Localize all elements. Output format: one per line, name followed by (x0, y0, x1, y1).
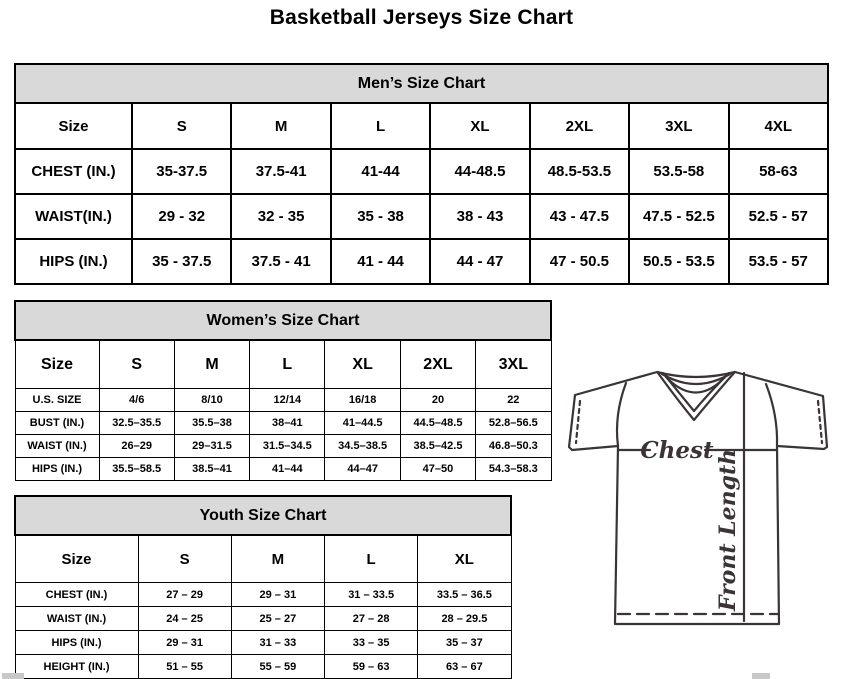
youth-size-value: 27 – 29 (138, 583, 231, 607)
men-size-value: 47.5 - 52.5 (629, 194, 728, 239)
youth-table-title: Youth Size Chart (15, 496, 511, 535)
men-column-header: L (331, 103, 430, 149)
youth-row-label: CHEST (IN.) (15, 583, 138, 607)
page-title: Basketball Jerseys Size Chart (269, 6, 574, 29)
women-column-header: Size (15, 340, 99, 389)
front-length-label: Front Length (715, 448, 741, 612)
men-column-header: 3XL (629, 103, 728, 149)
women-size-value: 52.8–56.5 (476, 412, 551, 435)
men-header-row (15, 103, 828, 149)
men-size-value: 47 - 50.5 (530, 239, 629, 284)
men-table-row (15, 239, 828, 284)
youth-size-value: 24 – 25 (138, 607, 231, 631)
women-column-header: 3XL (476, 340, 551, 389)
youth-size-value: 25 – 27 (231, 607, 324, 631)
youth-size-value: 27 – 28 (325, 607, 418, 631)
youth-column-header: XL (418, 535, 511, 583)
women-size-value: 41–44 (250, 458, 325, 481)
youth-table-row (15, 655, 511, 679)
jersey-measurement-diagram (555, 356, 843, 632)
youth-size-value: 51 – 55 (138, 655, 231, 679)
women-row-label: HIPS (IN.) (15, 458, 99, 481)
youth-column-header: Size (15, 535, 138, 583)
men-size-value: 37.5-41 (231, 149, 330, 194)
women-size-value: 31.5–34.5 (250, 435, 325, 458)
youth-size-value: 33 – 35 (325, 631, 418, 655)
youth-size-value: 63 – 67 (418, 655, 511, 679)
youth-header-row (15, 535, 511, 583)
women-size-value: 8/10 (174, 389, 249, 412)
jersey-outline (569, 372, 827, 624)
youth-size-value: 29 – 31 (138, 631, 231, 655)
youth-size-value: 28 – 29.5 (418, 607, 511, 631)
women-table-title: Women’s Size Chart (15, 301, 551, 340)
men-size-value: 52.5 - 57 (729, 194, 828, 239)
youth-size-value: 31 – 33 (231, 631, 324, 655)
women-size-value: 22 (476, 389, 551, 412)
women-column-header: 2XL (400, 340, 475, 389)
women-table-row (15, 435, 551, 458)
youth-column-header: M (231, 535, 324, 583)
men-column-header: Size (15, 103, 132, 149)
men-size-value: 35-37.5 (132, 149, 231, 194)
women-size-value: 35.5–38 (174, 412, 249, 435)
chest-label: Chest (640, 437, 714, 464)
women-table-row (15, 389, 551, 412)
men-column-header: M (231, 103, 330, 149)
women-size-value: 38.5–42.5 (400, 435, 475, 458)
women-row-label: BUST (IN.) (15, 412, 99, 435)
men-size-value: 53.5-58 (629, 149, 728, 194)
women-table-row (15, 458, 551, 481)
women-size-value: 26–29 (99, 435, 174, 458)
youth-table-row (15, 607, 511, 631)
scrollbar-fragment-right (752, 673, 770, 679)
men-size-value: 41 - 44 (331, 239, 430, 284)
women-size-value: 12/14 (250, 389, 325, 412)
women-size-value: 38.5–41 (174, 458, 249, 481)
left-sleeve-stitch-line (576, 401, 580, 443)
men-size-value: 35 - 38 (331, 194, 430, 239)
men-column-header: S (132, 103, 231, 149)
youth-column-header: L (325, 535, 418, 583)
mens-size-table (14, 63, 829, 285)
left-armhole-seam (617, 383, 626, 446)
men-size-value: 38 - 43 (430, 194, 529, 239)
women-row-label: WAIST (IN.) (15, 435, 99, 458)
women-size-value: 20 (400, 389, 475, 412)
youth-row-label: HEIGHT (IN.) (15, 655, 138, 679)
women-size-value: 44–47 (325, 458, 400, 481)
men-size-value: 48.5-53.5 (530, 149, 629, 194)
youth-size-value: 59 – 63 (325, 655, 418, 679)
men-column-header: XL (430, 103, 529, 149)
men-size-value: 53.5 - 57 (729, 239, 828, 284)
men-column-header: 2XL (530, 103, 629, 149)
right-sleeve-stitch-line (818, 401, 822, 443)
women-header-row (15, 340, 551, 389)
men-column-header: 4XL (729, 103, 828, 149)
women-row-label: U.S. SIZE (15, 389, 99, 412)
men-table-title: Men’s Size Chart (15, 64, 828, 103)
women-size-value: 54.3–58.3 (476, 458, 551, 481)
youth-size-value: 29 – 31 (231, 583, 324, 607)
women-size-value: 47–50 (400, 458, 475, 481)
men-row-label: CHEST (IN.) (15, 149, 132, 194)
men-table-row (15, 149, 828, 194)
youth-size-value: 31 – 33.5 (325, 583, 418, 607)
men-size-value: 44-48.5 (430, 149, 529, 194)
scrollbar-fragment-left (2, 673, 24, 679)
women-size-value: 38–41 (250, 412, 325, 435)
women-table-row (15, 412, 551, 435)
womens-size-table (14, 300, 552, 481)
men-size-value: 35 - 37.5 (132, 239, 231, 284)
women-size-value: 32.5–35.5 (99, 412, 174, 435)
youth-size-value: 55 – 59 (231, 655, 324, 679)
youth-table-row (15, 583, 511, 607)
men-size-value: 50.5 - 53.5 (629, 239, 728, 284)
youth-column-header: S (138, 535, 231, 583)
men-table-row (15, 194, 828, 239)
women-size-value: 44.5–48.5 (400, 412, 475, 435)
women-column-header: L (250, 340, 325, 389)
women-column-header: M (174, 340, 249, 389)
youth-size-table (14, 495, 512, 679)
men-size-value: 41-44 (331, 149, 430, 194)
women-size-value: 4/6 (99, 389, 174, 412)
right-armhole-seam (766, 384, 777, 446)
youth-row-label: HIPS (IN.) (15, 631, 138, 655)
women-size-value: 34.5–38.5 (325, 435, 400, 458)
women-size-value: 46.8–50.3 (476, 435, 551, 458)
youth-size-value: 35 – 37 (418, 631, 511, 655)
women-size-value: 16/18 (325, 389, 400, 412)
men-row-label: WAIST(IN.) (15, 194, 132, 239)
women-size-value: 35.5–58.5 (99, 458, 174, 481)
men-size-value: 37.5 - 41 (231, 239, 330, 284)
women-column-header: XL (325, 340, 400, 389)
youth-table-row (15, 631, 511, 655)
men-size-value: 44 - 47 (430, 239, 529, 284)
men-size-value: 29 - 32 (132, 194, 231, 239)
women-column-header: S (99, 340, 174, 389)
women-size-value: 29–31.5 (174, 435, 249, 458)
men-size-value: 32 - 35 (231, 194, 330, 239)
men-size-value: 58-63 (729, 149, 828, 194)
men-size-value: 43 - 47.5 (530, 194, 629, 239)
youth-size-value: 33.5 – 36.5 (418, 583, 511, 607)
youth-row-label: WAIST (IN.) (15, 607, 138, 631)
women-size-value: 41–44.5 (325, 412, 400, 435)
men-row-label: HIPS (IN.) (15, 239, 132, 284)
